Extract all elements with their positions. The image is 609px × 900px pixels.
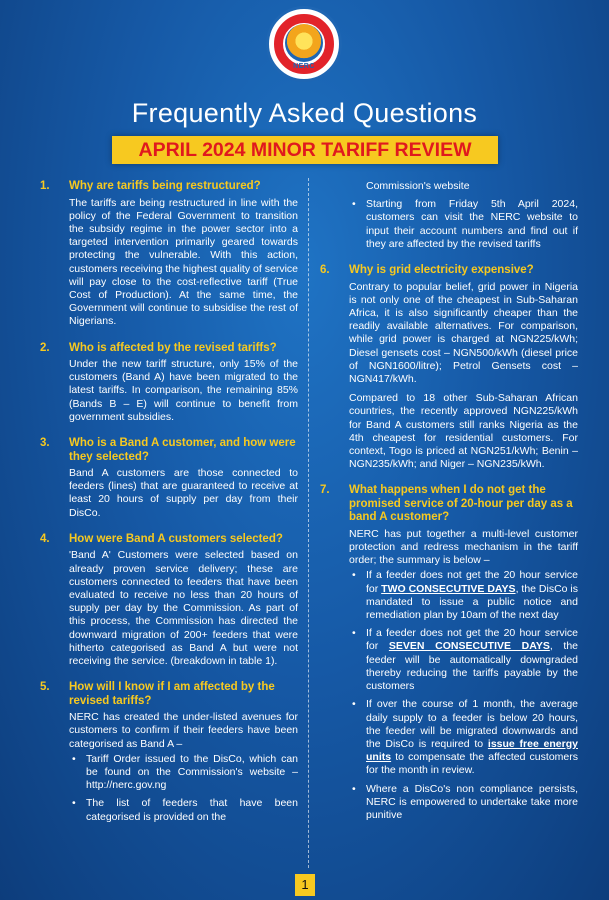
question-heading [320, 484, 578, 525]
question-heading [40, 681, 298, 708]
nerc-logo [266, 6, 342, 82]
answer-text: Compared to 18 other Sub-Saharan African countries, the recently approved NGN225/kWh for Band A customers still ranks Nigeria as the 4th cheapest for residential customers. For context, Togo is priced at NGN251/kWh; Benin – NGN235/kWh; and Niger – NGN235/kWh. [349, 392, 578, 471]
question-heading [40, 437, 298, 464]
list-item: • Starting from Friday 5th April 2024, customers can visit the NERC website to input their account numbers and find out if they are affected by the revised tariffs [349, 198, 578, 251]
logo-label: NERC [293, 63, 315, 70]
question-number: 2. [40, 341, 50, 354]
list-item: • The list of feeders that have been categorised is provided on the [69, 797, 298, 823]
faq-2 [40, 342, 298, 425]
question-text: Who is affected by the revised tariffs? [69, 341, 277, 354]
question-text: Who is a Band A customer, and how were they selected? [69, 437, 296, 463]
item-text: to compensate the affected customers for the month in review. [366, 751, 578, 777]
question-text: Why are tariffs being restructured? [69, 180, 261, 192]
answer-intro: NERC has created the under-listed avenues for customers to confirm if their feeders have been categorised as Band A – [69, 711, 298, 750]
question-text: How were Band A customers selected? [69, 532, 283, 545]
redress-list [320, 569, 578, 822]
list-item-continued: Commission's website [366, 180, 470, 192]
faq-4 [40, 533, 298, 668]
question-heading [320, 264, 578, 278]
answer-text: Under the new tariff structure, only 15% of the customers (Band A) have been migrated to the latest tariffs. In comparison, the remaining 85% (Bands B – E) will continue to benefit from government subsidies. [69, 358, 298, 423]
page-title: Frequently Asked Questions [131, 98, 478, 128]
emphasis-text: TWO CONSECUTIVE DAYS [381, 582, 516, 595]
list-item [349, 698, 578, 777]
question-text: How will I know if I am affected by the revised tariffs? [69, 681, 275, 707]
question-number: 3. [40, 437, 50, 450]
emphasis-text: issue free energy units [366, 737, 578, 764]
list-item: • Tariff Order issued to the DisCo, which can be found on the Commission's website – http://nerc.gov.ng [69, 753, 298, 793]
faq-3 [40, 437, 298, 520]
page-number: 1 [295, 874, 315, 896]
question-heading [40, 533, 298, 547]
list-item: • Where a DisCo's non compliance persists, NERC is empowered to undertake take more punitive [349, 783, 578, 823]
question-number: 6. [320, 264, 330, 277]
right-column [320, 180, 578, 835]
avenue-list [40, 753, 298, 824]
question-text: Why is grid electricity expensive? [349, 264, 534, 277]
list-item [349, 627, 578, 693]
column-divider [308, 178, 309, 868]
question-number: 1. [40, 180, 50, 192]
item-text: If a feeder does not get the 20 hour service for [366, 627, 578, 653]
left-column [40, 180, 298, 837]
question-number: 5. [40, 681, 50, 694]
banner-text: APRIL 2024 MINOR TARIFF REVIEW [138, 139, 472, 161]
logo-bulb-icon [285, 24, 323, 62]
question-heading [40, 180, 298, 194]
faq-5 [40, 681, 298, 824]
faq-1 [40, 180, 298, 329]
answer-text: Contrary to popular belief, grid power in Nigeria is not only one of the cheapest in Sub-Saharan Africa, it is also significantly cheaper than the readily available alternatives. For comparison, while grid power is charged at NGN225/kWh; Diesel gensets cost – NGN500/kWh (diesel price of NGN1600/litre); Petrol Gensets cost – NGN417/kWh. [349, 280, 578, 385]
question-number: 7. [320, 484, 330, 497]
answer-text: The tariffs are being restructured in line with the policy of the Federal Government to transition the subsidy regime in the power sector into a targeted intervention primarily geared towards protecting the vulnerable. With this action, customers receiving the highest quality of service will pay close to the cost-reflective tariff (True Cost of Production). At the same time, the Government will continue to subsidise the rest of Nigerians. [69, 196, 298, 328]
review-banner [112, 136, 498, 164]
list-item [349, 569, 578, 622]
question-number: 4. [40, 532, 50, 545]
item-text: If over the course of 1 month, the average daily supply to a feeder is below 20 hours, the feeder will be migrated downwards and the DisCo is required to [366, 698, 578, 750]
answer-text: Band A customers are those connected to feeders (lines) that are guaranteed to receive at least 20 hours of supply per day from their DisCo. [69, 467, 298, 519]
item-text: If a feeder does not get the 20 hour service for [366, 569, 578, 595]
avenue-list-continued [320, 180, 578, 251]
emphasis-text: SEVEN CONSECUTIVE DAYS [388, 640, 550, 653]
faq-6 [320, 264, 578, 471]
faq-7 [320, 484, 578, 822]
answer-intro: NERC has put together a multi-level customer protection and redress mechanism in the tariff order; the summary is below – [349, 527, 578, 567]
answer-text: 'Band A' Customers were selected based on already proven service delivery; these are customers connected to feeders that have been evaluated to receive no less than 20 hours of supply per day by the Commission. As part of this process, the Commission has directed the downward migration of 200+ feeders that were hitherto categorised as Band A but were not receiving the service. (breakdown in table 1). [69, 549, 298, 667]
item-text: , the feeder will be automatically downgraded thereby reducing the tariffs payable by the customers [366, 640, 579, 693]
item-text: , the DisCo is mandated to issue a public notice and remediation plan by 10am of the next day [366, 582, 578, 622]
question-heading [40, 342, 298, 356]
question-text: What happens when I do not get the promised service of 20-hour per day as a band A customer? [349, 484, 573, 524]
